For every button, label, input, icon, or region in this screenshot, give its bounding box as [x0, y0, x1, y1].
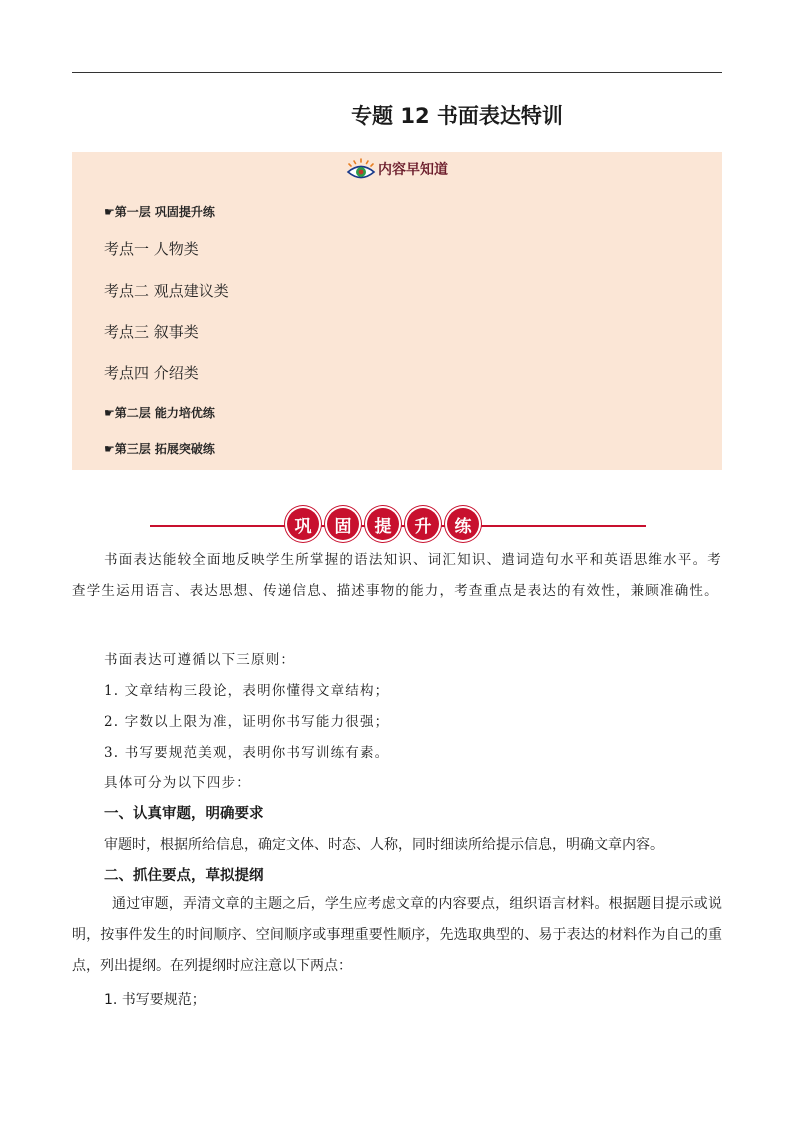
principle-3: 3. 书写要规范美观，表明你书写训练有素。	[104, 745, 390, 761]
header-rule	[72, 72, 722, 73]
principle-2: 2. 字数以上限为准，证明你书写能力很强；	[104, 714, 390, 730]
toc-heading	[72, 158, 722, 180]
toc-item-1[interactable]: 考点一 人物类	[104, 240, 199, 258]
toc-layer-3[interactable]: ☛第三层 拓展突破练	[104, 442, 215, 456]
step-2-heading: 二、抓住要点，草拟提纲	[104, 868, 264, 884]
step-2-point-1: 1. 书写要规范；	[104, 992, 206, 1008]
principles-intro: 书面表达可遵循以下三原则：	[104, 652, 296, 668]
step-2-text: 通过审题，弄清文章的主题之后，学生应考虑文章的内容要点，组织语言材料。根据题目提示或说明，按事件发生的时间顺序、空间顺序或事理重要性顺序，先选取典型的、易于表达的材料作为自己的重点，列出提纲。在列提纲时应注意以下两点：	[72, 896, 722, 974]
banner-char: 固	[327, 508, 359, 540]
toc-panel	[72, 152, 722, 470]
toc-item-2[interactable]: 考点二 观点建议类	[104, 282, 229, 300]
toc-heading-label: 内容早知道	[378, 162, 448, 178]
step-1-text: 审题时，根据所给信息，确定文体、时态、人称，同时细读所给提示信息，明确文章内容。	[104, 837, 664, 853]
banner-char: 练	[447, 508, 479, 540]
toc-layer-1[interactable]: ☛第一层 巩固提升练	[104, 205, 215, 219]
toc-layer-2[interactable]: ☛第二层 能力培优练	[104, 406, 215, 420]
principle-1: 1. 文章结构三段论，表明你懂得文章结构；	[104, 683, 390, 699]
section-banner	[150, 508, 646, 544]
eye-icon	[346, 158, 376, 180]
banner-title	[287, 508, 479, 540]
toc-item-3[interactable]: 考点三 叙事类	[104, 323, 199, 341]
intro-paragraph: 书面表达能较全面地反映学生所掌握的语法知识、词汇知识、遣词造句水平和英语思维水平。考查学生运用语言、表达思想、传递信息、描述事物的能力，考查重点是表达的有效性，兼顾准确性。	[72, 552, 722, 599]
step-1-heading: 一、认真审题，明确要求	[104, 806, 264, 822]
document-title: 专题 12 书面表达特训	[351, 104, 563, 128]
toc-item-4[interactable]: 考点四 介绍类	[104, 364, 199, 382]
banner-char: 巩	[287, 508, 319, 540]
steps-intro: 具体可分为以下四步：	[104, 775, 251, 791]
banner-char: 升	[407, 508, 439, 540]
banner-char: 提	[367, 508, 399, 540]
